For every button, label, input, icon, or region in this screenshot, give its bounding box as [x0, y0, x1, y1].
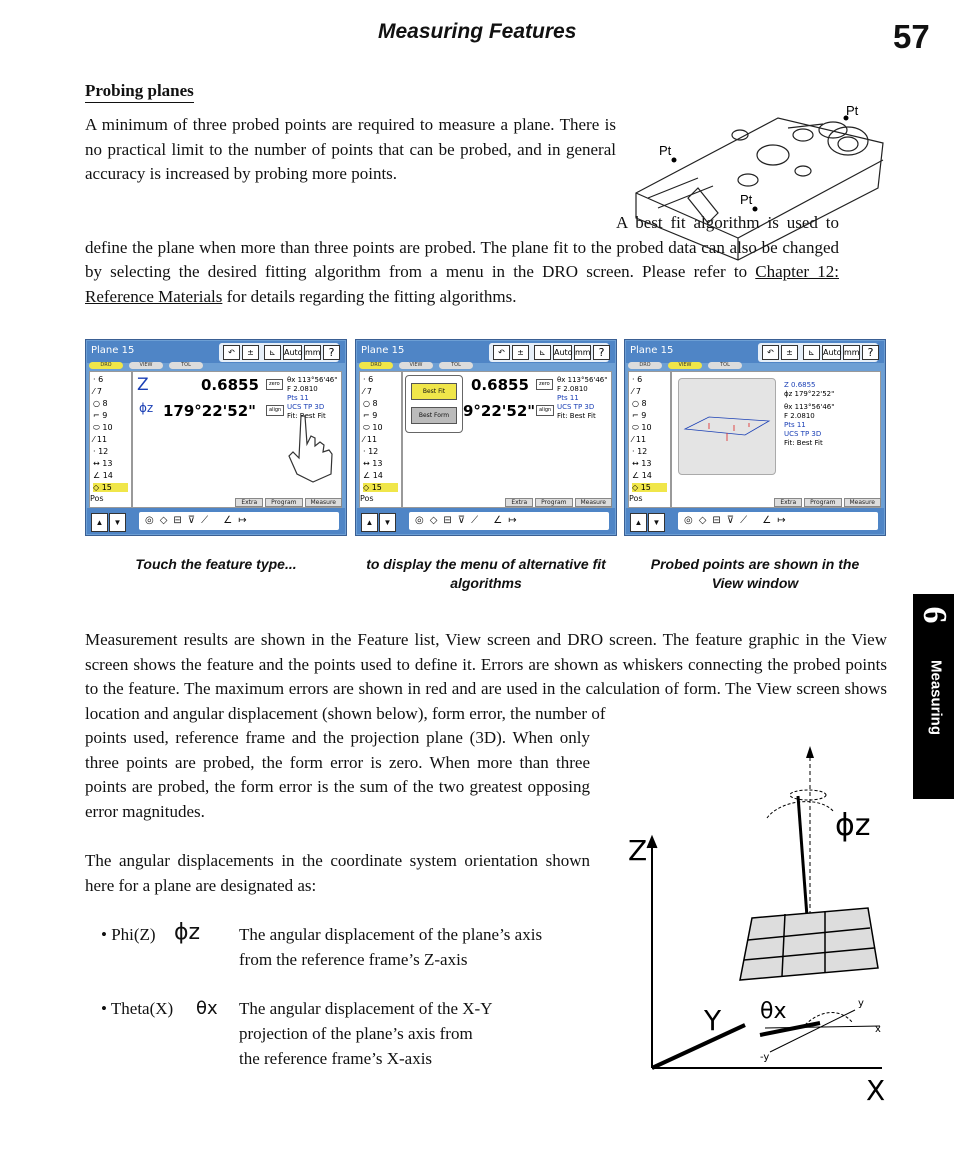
- chapter-number: 6: [916, 606, 953, 624]
- list-item[interactable]: ⌐ 9: [632, 411, 647, 420]
- phi-value: 9°22'52": [463, 402, 536, 420]
- point-label-1: Pt: [659, 143, 672, 158]
- auto-button[interactable]: Auto: [283, 345, 302, 360]
- caption-3: Probed points are shown in the View window: [650, 556, 860, 591]
- coordinate-diagram: [620, 740, 900, 1110]
- datum-icon[interactable]: ⊾: [534, 345, 551, 360]
- units-button[interactable]: mm: [843, 345, 860, 360]
- bullet-phi-desc-1: The angular displacement of the plane’s axis: [239, 925, 543, 944]
- list-item[interactable]: ↔ 13: [632, 459, 652, 468]
- f-readout: F 2.0810: [287, 385, 318, 393]
- paragraph-2-text-a: A best fit algorithm is used to define the plane when more than three points are probed. The plane fit to the probed data can also be changed by selecting the desired fitting algorithm from a menu in the DRO screen. Please refer to: [85, 213, 839, 281]
- bullet-phi-desc-2: from the reference frame’s Z-axis: [239, 950, 468, 969]
- list-item[interactable]: · 6: [363, 375, 374, 384]
- tab-strip: [233, 498, 342, 507]
- pos-label: Pos: [90, 494, 104, 503]
- measure-toolbar[interactable]: ◎◇⊟⊽⟋ ∠↦: [139, 512, 339, 530]
- zero-button[interactable]: zero: [536, 379, 553, 390]
- auto-button[interactable]: Auto: [553, 345, 572, 360]
- phi-symbol: ϕz: [174, 920, 201, 945]
- list-item[interactable]: · 6: [632, 375, 643, 384]
- help-button[interactable]: ?: [593, 345, 610, 360]
- view-panel[interactable]: [671, 371, 881, 508]
- small-x-label: x: [875, 1024, 881, 1035]
- dro-panel[interactable]: [402, 371, 612, 508]
- chapter-label: Measuring: [927, 659, 945, 735]
- pointing-hand-icon: [283, 414, 343, 484]
- page-number: 57: [893, 18, 930, 55]
- zero-button[interactable]: zero: [266, 379, 283, 390]
- toolbar: [219, 343, 339, 362]
- running-header-title: Measuring Features: [378, 20, 577, 43]
- list-item[interactable]: ⁄ 11: [632, 435, 647, 444]
- view-ucs-readout: UCS TP 3D: [784, 430, 822, 438]
- view-screen: [624, 339, 886, 536]
- undo-icon[interactable]: ↶: [493, 345, 510, 360]
- bullet-theta-desc-1: The angular displacement of the X-Y: [239, 999, 493, 1018]
- tab-measure[interactable]: Measure: [575, 498, 613, 507]
- mode-tol[interactable]: TOL: [439, 362, 473, 369]
- list-item[interactable]: ⬭ 10: [632, 423, 652, 432]
- caption-2: to display the menu of alternative fit algorithms: [366, 556, 606, 591]
- fit-readout: Fit: Best Fit: [287, 412, 326, 420]
- undo-icon[interactable]: ↶: [223, 345, 240, 360]
- part-drawing: [628, 98, 893, 266]
- fit-readout: Fit: Best Fit: [557, 412, 596, 420]
- units-button[interactable]: mm: [304, 345, 321, 360]
- datum-icon[interactable]: ⊾: [803, 345, 820, 360]
- down-arrow-icon[interactable]: ▼: [648, 513, 665, 532]
- down-arrow-icon[interactable]: ▼: [109, 513, 126, 532]
- axis-icon[interactable]: ±: [512, 345, 529, 360]
- bullet-theta-desc-2: projection of the plane’s axis from: [239, 1024, 473, 1043]
- paragraph-1: A minimum of three probed points are required to measure a plane. There is no practical limit to the number of points that can be probed, and in general accuracy is increased by probing more points.: [85, 115, 616, 183]
- z-label: Z: [137, 375, 149, 395]
- z-value: 0.6855: [471, 376, 529, 394]
- chapter-12-link[interactable]: Chapter 12: Reference Materials: [85, 262, 839, 306]
- view-window[interactable]: [678, 378, 776, 475]
- list-item-selected[interactable]: ◇ 15: [632, 483, 667, 492]
- ucs-readout: UCS TP 3D: [557, 403, 595, 411]
- mode-dro[interactable]: DRO: [628, 362, 662, 369]
- list-item[interactable]: ∠ 14: [363, 471, 383, 480]
- list-item[interactable]: ↔ 13: [363, 459, 383, 468]
- pos-label: Pos: [629, 494, 643, 503]
- theta-readout: θx 113°56'46": [557, 376, 608, 384]
- mode-dro[interactable]: DRO: [359, 362, 393, 369]
- theta-x-label: θx: [760, 999, 787, 1024]
- mode-dro[interactable]: DRO: [89, 362, 123, 369]
- pts-readout: Pts 11: [557, 394, 579, 402]
- list-item[interactable]: · 12: [632, 447, 648, 456]
- z-value: 0.6855: [201, 376, 259, 394]
- align-button[interactable]: align: [266, 405, 284, 416]
- list-item[interactable]: ⁄ 7: [632, 387, 641, 396]
- datum-icon[interactable]: ⊾: [264, 345, 281, 360]
- bullet-theta-desc-3: the reference frame’s X-axis: [239, 1049, 433, 1068]
- pts-readout: Pts 11: [287, 394, 309, 402]
- view-pts-readout: Pts 11: [784, 421, 806, 429]
- small-neg-y-label: -y: [760, 1052, 770, 1063]
- feature-title: Plane 15: [630, 345, 674, 356]
- help-button[interactable]: ?: [323, 345, 340, 360]
- feature-list[interactable]: [359, 371, 402, 508]
- dro-screen-1: [85, 339, 347, 536]
- list-item[interactable]: ⬭ 10: [363, 423, 383, 432]
- point-label-3: Pt: [740, 192, 753, 207]
- plane-graphic: [679, 379, 775, 474]
- feature-title: Plane 15: [361, 345, 405, 356]
- auto-button[interactable]: Auto: [822, 345, 841, 360]
- bullet-phi-name: • Phi(Z): [101, 925, 156, 944]
- z-axis-label: Z: [628, 834, 648, 867]
- x-axis-label: X: [866, 1074, 886, 1107]
- list-item[interactable]: ⬭ 10: [93, 423, 113, 432]
- feature-list[interactable]: [628, 371, 671, 508]
- list-item-selected[interactable]: ◇ 15: [93, 483, 128, 492]
- list-item[interactable]: ↔ 13: [93, 459, 113, 468]
- tab-measure[interactable]: Measure: [305, 498, 343, 507]
- toolbar: [758, 343, 878, 362]
- tab-program[interactable]: Program: [265, 498, 302, 507]
- down-arrow-icon[interactable]: ▼: [379, 513, 396, 532]
- tab-program[interactable]: Program: [804, 498, 841, 507]
- list-item[interactable]: · 12: [363, 447, 379, 456]
- up-arrow-icon[interactable]: ▲: [361, 513, 378, 532]
- units-button[interactable]: mm: [574, 345, 591, 360]
- view-fit-readout: Fit: Best Fit: [784, 439, 823, 447]
- phi-value: 179°22'52": [163, 402, 256, 420]
- list-item[interactable]: ○ 8: [363, 399, 378, 408]
- point-label-2: Pt: [846, 103, 859, 118]
- phi-label: ϕz: [139, 401, 154, 415]
- list-item[interactable]: ⁄ 11: [363, 435, 378, 444]
- list-item[interactable]: · 12: [93, 447, 109, 456]
- view-z-readout: Z 0.6855: [784, 381, 816, 389]
- tab-program[interactable]: Program: [535, 498, 572, 507]
- ucs-readout: UCS TP 3D: [287, 403, 325, 411]
- list-item[interactable]: ○ 8: [632, 399, 647, 408]
- undo-icon[interactable]: ↶: [762, 345, 779, 360]
- measure-toolbar[interactable]: ◎◇⊟⊽⟋ ∠↦: [409, 512, 609, 530]
- tab-measure[interactable]: Measure: [844, 498, 882, 507]
- theta-readout: θx 113°56'46": [287, 376, 338, 384]
- axis-icon[interactable]: ±: [242, 345, 259, 360]
- small-y-label: y: [858, 998, 864, 1009]
- tab-extra[interactable]: Extra: [505, 498, 533, 507]
- axis-icon[interactable]: ±: [781, 345, 798, 360]
- tab-strip: [772, 498, 881, 507]
- section-title: Probing planes: [85, 81, 194, 103]
- paragraph-3-continued: points used, reference frame and the projection plane (3D). When only three points are probed, the form error is zero. When more than three points are probed, the form error is the sum of the two greatest opposing error magnitudes.: [85, 728, 590, 821]
- align-button[interactable]: align: [536, 405, 554, 416]
- list-item[interactable]: ⌐ 9: [93, 411, 108, 420]
- tab-extra[interactable]: Extra: [235, 498, 263, 507]
- tab-extra[interactable]: Extra: [774, 498, 802, 507]
- best-fit-option[interactable]: Best Fit: [411, 383, 457, 400]
- paragraph-3: Measurement results are shown in the Feature list, View screen and DRO screen. The feature graphic in the View screen shows the feature and the points used to define it. Errors are shown as whiskers connecting the probed points to the feature. The maximum errors are shown in red and are used in the calculation of form. The View screen shows location and angular displacement (shown below), form error, the number of: [85, 630, 887, 723]
- mode-view[interactable]: VIEW: [399, 362, 433, 369]
- up-arrow-icon[interactable]: ▲: [91, 513, 108, 532]
- paragraph-4: The angular displacements in the coordinate system orientation shown here for a plane are designated as:: [85, 851, 590, 895]
- paragraph-2-text-b: for details regarding the fitting algorithms.: [222, 286, 517, 306]
- measure-toolbar[interactable]: ◎◇⊟⊽⟋ ∠↦: [678, 512, 878, 530]
- dro-screen-2: [355, 339, 617, 536]
- y-axis-label: Y: [704, 1004, 722, 1037]
- list-item[interactable]: ⁄ 7: [93, 387, 102, 396]
- list-item[interactable]: ∠ 14: [632, 471, 652, 480]
- tab-strip: [503, 498, 612, 507]
- list-item[interactable]: ∠ 14: [93, 471, 113, 480]
- mode-view[interactable]: VIEW: [668, 362, 702, 369]
- view-theta-readout: θx 113°56'46": [784, 403, 835, 411]
- feature-list[interactable]: [89, 371, 132, 508]
- fit-menu: [405, 375, 463, 433]
- pos-label: Pos: [360, 494, 374, 503]
- mode-view[interactable]: VIEW: [129, 362, 163, 369]
- f-readout: F 2.0810: [557, 385, 588, 393]
- best-form-option[interactable]: Best Form: [411, 407, 457, 424]
- list-item[interactable]: ⁄ 11: [93, 435, 108, 444]
- list-item-selected[interactable]: ◇ 15: [363, 483, 398, 492]
- view-phi-readout: ϕz 179°22'52": [784, 390, 835, 398]
- bullet-theta-name: • Theta(X): [101, 999, 174, 1018]
- mode-tol[interactable]: TOL: [708, 362, 742, 369]
- caption-1: Touch the feature type...: [135, 556, 297, 572]
- chapter-side-tab: [913, 594, 954, 799]
- toolbar: [489, 343, 609, 362]
- list-item[interactable]: · 6: [93, 375, 104, 384]
- help-button[interactable]: ?: [862, 345, 879, 360]
- list-item[interactable]: ⁄ 7: [363, 387, 372, 396]
- mode-tol[interactable]: TOL: [169, 362, 203, 369]
- feature-title: Plane 15: [91, 345, 135, 356]
- view-f-readout: F 2.0810: [784, 412, 815, 420]
- up-arrow-icon[interactable]: ▲: [630, 513, 647, 532]
- phi-z-label: ϕz: [835, 808, 871, 843]
- list-item[interactable]: ⌐ 9: [363, 411, 378, 420]
- dro-panel[interactable]: [132, 371, 342, 508]
- list-item[interactable]: ○ 8: [93, 399, 108, 408]
- theta-symbol: θx: [196, 998, 218, 1019]
